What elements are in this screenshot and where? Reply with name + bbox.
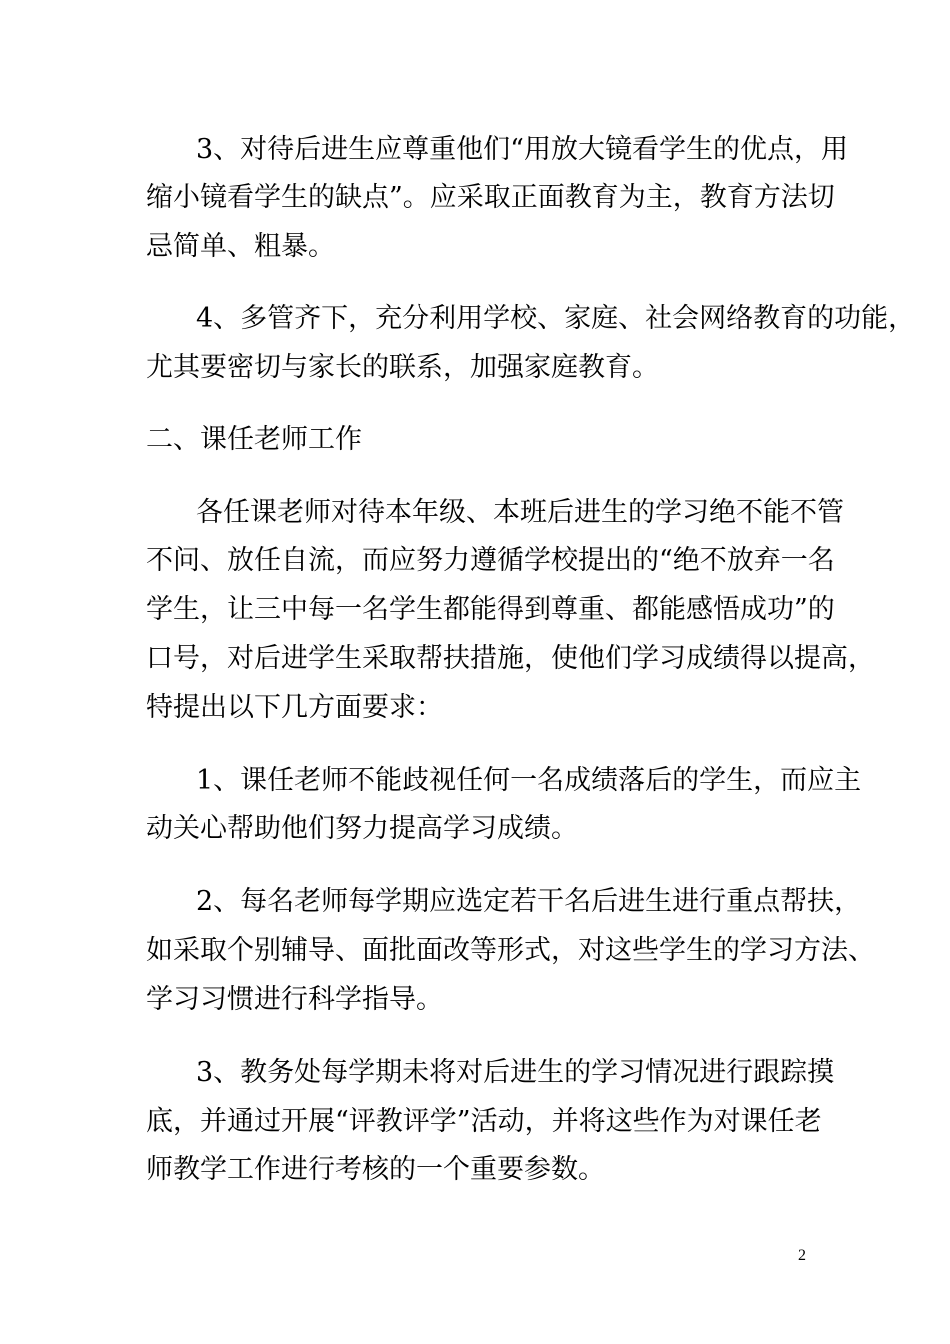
paragraph-6-line-1: 2、每名老师每学期应选定若干名后进生进行重点帮扶，: [196, 886, 862, 917]
page-number: 2: [798, 1247, 806, 1264]
paragraph-6-line-2: 如采取个别辅导、面批面改等形式，对这些学生的学习方法、: [146, 935, 875, 966]
paragraph-6-line-3: 学习习惯进行科学指导。: [146, 984, 443, 1015]
paragraph-1-line-3: 忌简单、粗暴。: [146, 231, 335, 262]
paragraph-2-line-1: 4、多管齐下，充分利用学校、家庭、社会网络教育的功能，: [196, 303, 916, 334]
paragraph-4-line-5: 特提出以下几方面要求：: [146, 692, 443, 723]
paragraph-5-line-2: 动关心帮助他们努力提高学习成绩。: [146, 813, 578, 844]
paragraph-4-line-2: 不问、放任自流，而应努力遵循学校提出的“绝不放弃一名: [146, 545, 835, 576]
paragraph-2-line-2: 尤其要密切与家长的联系，加强家庭教育。: [146, 352, 659, 383]
paragraph-7-line-1: 3、教务处每学期未将对后进生的学习情况进行跟踪摸: [196, 1057, 835, 1088]
paragraph-7-line-3: 师教学工作进行考核的一个重要参数。: [146, 1154, 605, 1185]
paragraph-4-line-1: 各任课老师对待本年级、本班后进生的学习绝不能不管: [196, 497, 844, 528]
paragraph-7-line-2: 底，并通过开展“评教评学”活动，并将这些作为对课任老: [146, 1106, 822, 1137]
paragraph-4-line-3: 学生，让三中每一名学生都能得到尊重、都能感悟成功”的: [146, 594, 835, 625]
paragraph-1-line-2: 缩小镜看学生的缺点”。应采取正面教育为主，教育方法切: [146, 182, 835, 213]
paragraph-4-line-4: 口号，对后进学生采取帮扶措施，使他们学习成绩得以提高，: [146, 643, 875, 674]
section-heading: 二、课任老师工作: [146, 424, 362, 455]
paragraph-1-line-1: 3、对待后进生应尊重他们“用放大镜看学生的优点，用: [196, 134, 848, 165]
paragraph-5-line-1: 1、课任老师不能歧视任何一名成绩落后的学生，而应主: [196, 765, 862, 796]
